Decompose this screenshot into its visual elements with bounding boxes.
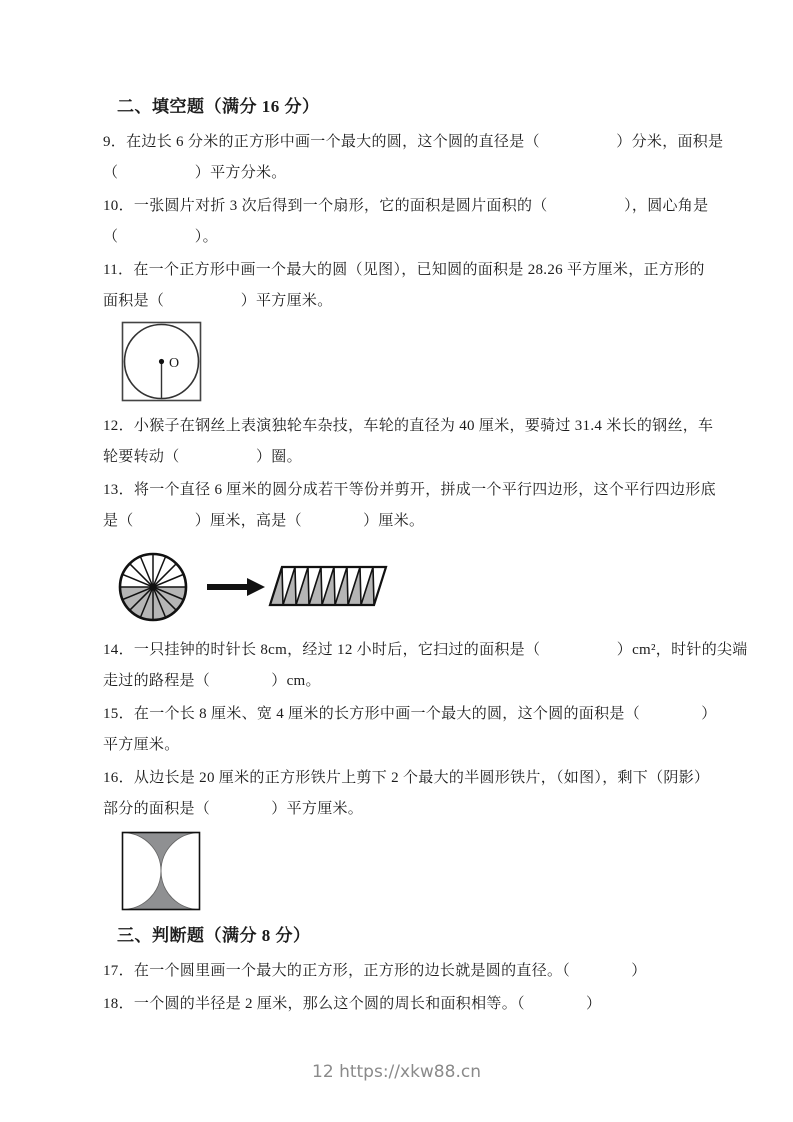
question-line: （ ）平方分米。 [103,165,287,181]
center-label: O [169,356,180,371]
arrow-right-icon [207,578,265,596]
question-12 [103,411,714,473]
question-18 [103,989,705,1020]
question-line: 14．一只挂钟的时针长 8cm，经过 12 小时后，它扫过的面积是（ ）cm²，时针的尖端 [103,642,748,658]
question-16 [103,763,710,825]
sector-circle [120,554,186,620]
circle-inscribed-in-square-figure [121,321,203,403]
question-9 [103,127,724,189]
question-11 [103,255,705,317]
question-line: 是（ ）厘米，高是（ ）厘米。 [103,513,425,529]
question-10 [103,191,709,253]
question-line: （ ）。 [103,229,218,245]
center-dot [159,359,164,364]
question-line: 15．在一个长 8 厘米、宽 4 厘米的长方形中画一个最大的圆，这个圆的面积是（ ） [103,706,717,722]
question-line: 10．一张圆片对折 3 次后得到一个扇形，它的面积是圆片面积的（ ），圆心角是 [103,198,709,214]
circle-to-parallelogram-figure [111,543,389,631]
question-line: 9．在边长 6 分米的正方形中画一个最大的圆，这个圆的直径是（ ）分米，面积是 [103,134,724,150]
question-line: 16．从边长是 20 厘米的正方形铁片上剪下 2 个最大的半圆形铁片，（如图），剩下（阴影） [103,770,710,786]
question-line: 18．一个圆的半径是 2 厘米，那么这个圆的周长和面积相等。（ ） [103,996,602,1012]
question-line: 13．将一个直径 6 厘米的圆分成若干等份并剪开，拼成一个平行四边形，这个平行四边形底 [103,482,716,498]
page-footer: 12 https://xkw88.cn [312,1062,481,1082]
question-line: 11．在一个正方形中画一个最大的圆（见图），已知圆的面积是 28.26 平方厘米，正方形的 [103,262,705,278]
question-line: 平方厘米。 [103,737,180,753]
question-line: 17．在一个圆里画一个最大的正方形，正方形的边长就是圆的直径。（ ） [103,963,647,979]
question-17 [103,956,705,987]
question-line: 12．小猴子在钢丝上表演独轮车杂技，车轮的直径为 40 厘米，要骑过 31.4 米长的钢丝，车 [103,418,714,434]
question-13 [103,475,716,537]
question-line: 轮要转动（ ）圈。 [103,449,302,465]
question-line: 部分的面积是（ ）平方厘米。 [103,801,364,817]
question-15 [103,699,717,761]
section-title-fill-in-blank: 二、填空题（满分 16 分） [117,97,320,116]
question-line: 面积是（ ）平方厘米。 [103,293,333,309]
question-line: 走过的路程是（ ）cm。 [103,673,321,689]
question-14 [103,635,748,697]
section-title-true-false: 三、判断题（满分 8 分） [117,926,311,945]
parallelogram-strip [270,567,386,605]
square-with-semicircles-figure [121,831,201,911]
